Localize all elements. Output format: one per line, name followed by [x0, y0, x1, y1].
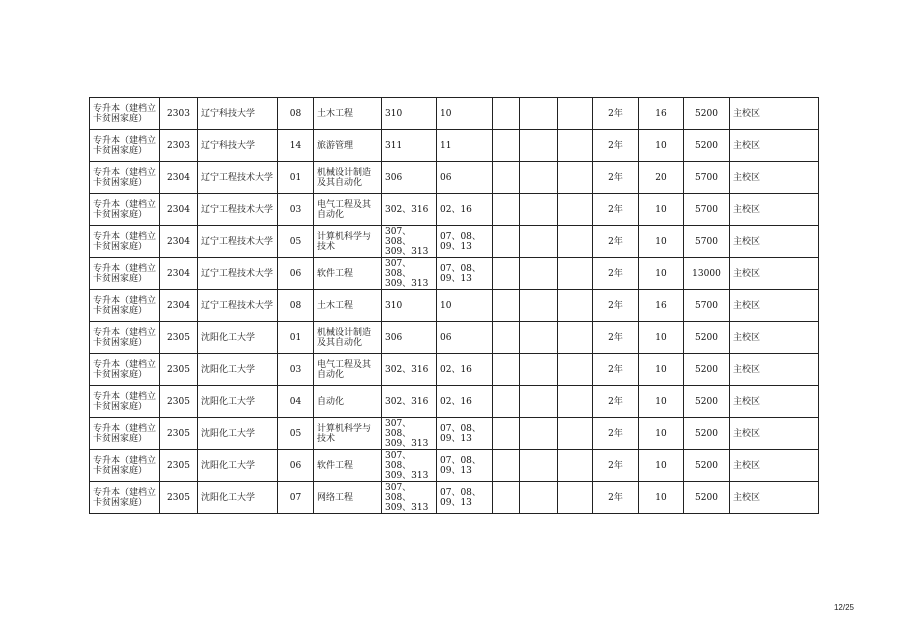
- cell-school-code: 2305: [160, 354, 198, 386]
- cell-spacer: [558, 226, 593, 258]
- cell-duration: 2年: [593, 130, 639, 162]
- cell-campus: 主校区: [730, 162, 819, 194]
- cell-major-code: 08: [278, 98, 314, 130]
- cell-exam-subjects: 310: [382, 98, 437, 130]
- table-row: [90, 322, 819, 354]
- table-row: [90, 98, 819, 130]
- cell-exam-subjects: 302、316: [382, 386, 437, 418]
- cell-major-code: 01: [278, 322, 314, 354]
- cell-subject-codes: 07、08、09、13: [437, 450, 493, 482]
- cell-major-code: 06: [278, 258, 314, 290]
- cell-tuition: 13000: [684, 258, 730, 290]
- cell-major-code: 05: [278, 418, 314, 450]
- admissions-table: [89, 97, 819, 514]
- cell-blank-2: [520, 162, 558, 194]
- cell-major-code: 04: [278, 386, 314, 418]
- cell-duration: 2年: [593, 162, 639, 194]
- cell-type: 专升本（建档立卡贫困家庭）: [90, 418, 160, 450]
- cell-school-code: 2304: [160, 162, 198, 194]
- cell-university: 辽宁工程技术大学: [198, 162, 278, 194]
- cell-type: 专升本（建档立卡贫困家庭）: [90, 482, 160, 514]
- cell-university: 辽宁工程技术大学: [198, 258, 278, 290]
- cell-plan-count: 10: [639, 482, 684, 514]
- cell-campus: 主校区: [730, 322, 819, 354]
- table-row: [90, 226, 819, 258]
- cell-major-code: 03: [278, 194, 314, 226]
- cell-type: 专升本（建档立卡贫困家庭）: [90, 194, 160, 226]
- cell-duration: 2年: [593, 226, 639, 258]
- cell-blank-1: [493, 322, 520, 354]
- cell-university: 辽宁科技大学: [198, 98, 278, 130]
- cell-university: 沈阳化工大学: [198, 450, 278, 482]
- cell-university: 沈阳化工大学: [198, 322, 278, 354]
- cell-campus: 主校区: [730, 290, 819, 322]
- table-row: [90, 194, 819, 226]
- cell-duration: 2年: [593, 194, 639, 226]
- cell-type: 专升本（建档立卡贫困家庭）: [90, 450, 160, 482]
- cell-plan-count: 10: [639, 386, 684, 418]
- cell-major: 电气工程及其自动化: [314, 354, 382, 386]
- cell-campus: 主校区: [730, 226, 819, 258]
- cell-type: 专升本（建档立卡贫困家庭）: [90, 258, 160, 290]
- cell-type: 专升本（建档立卡贫困家庭）: [90, 162, 160, 194]
- cell-blank-1: [493, 226, 520, 258]
- cell-campus: 主校区: [730, 450, 819, 482]
- cell-exam-subjects: 307、308、309、313: [382, 226, 437, 258]
- cell-tuition: 5200: [684, 418, 730, 450]
- cell-campus: 主校区: [730, 354, 819, 386]
- cell-major: 计算机科学与技术: [314, 418, 382, 450]
- cell-campus: 主校区: [730, 482, 819, 514]
- cell-tuition: 5700: [684, 194, 730, 226]
- cell-plan-count: 10: [639, 258, 684, 290]
- cell-university: 沈阳化工大学: [198, 418, 278, 450]
- table-row: [90, 482, 819, 514]
- cell-plan-count: 10: [639, 450, 684, 482]
- cell-plan-count: 10: [639, 194, 684, 226]
- cell-subject-codes: 02、16: [437, 386, 493, 418]
- cell-spacer: [558, 322, 593, 354]
- cell-school-code: 2304: [160, 290, 198, 322]
- cell-duration: 2年: [593, 354, 639, 386]
- cell-major: 土木工程: [314, 290, 382, 322]
- cell-tuition: 5200: [684, 386, 730, 418]
- cell-blank-1: [493, 258, 520, 290]
- cell-major-code: 03: [278, 354, 314, 386]
- cell-university: 辽宁科技大学: [198, 130, 278, 162]
- cell-plan-count: 10: [639, 322, 684, 354]
- cell-spacer: [558, 98, 593, 130]
- cell-type: 专升本（建档立卡贫困家庭）: [90, 322, 160, 354]
- cell-campus: 主校区: [730, 130, 819, 162]
- cell-duration: 2年: [593, 450, 639, 482]
- cell-major: 土木工程: [314, 98, 382, 130]
- cell-major: 电气工程及其自动化: [314, 194, 382, 226]
- cell-major: 网络工程: [314, 482, 382, 514]
- cell-exam-subjects: 307、308、309、313: [382, 450, 437, 482]
- cell-subject-codes: 10: [437, 290, 493, 322]
- cell-major-code: 08: [278, 290, 314, 322]
- cell-tuition: 5200: [684, 322, 730, 354]
- cell-school-code: 2304: [160, 226, 198, 258]
- table-row: [90, 418, 819, 450]
- table-body: [90, 98, 819, 514]
- cell-campus: 主校区: [730, 386, 819, 418]
- cell-blank-1: [493, 98, 520, 130]
- table-row: [90, 354, 819, 386]
- cell-school-code: 2305: [160, 386, 198, 418]
- table-row: [90, 130, 819, 162]
- cell-subject-codes: 07、08、09、13: [437, 482, 493, 514]
- cell-exam-subjects: 307、308、309、313: [382, 418, 437, 450]
- cell-university: 沈阳化工大学: [198, 386, 278, 418]
- cell-blank-1: [493, 162, 520, 194]
- table-row: [90, 386, 819, 418]
- cell-blank-2: [520, 226, 558, 258]
- cell-blank-1: [493, 450, 520, 482]
- cell-school-code: 2304: [160, 258, 198, 290]
- cell-school-code: 2305: [160, 482, 198, 514]
- cell-spacer: [558, 130, 593, 162]
- cell-subject-codes: 06: [437, 162, 493, 194]
- cell-type: 专升本（建档立卡贫困家庭）: [90, 130, 160, 162]
- cell-blank-2: [520, 290, 558, 322]
- cell-school-code: 2303: [160, 98, 198, 130]
- cell-blank-1: [493, 418, 520, 450]
- cell-blank-2: [520, 322, 558, 354]
- cell-exam-subjects: 311: [382, 130, 437, 162]
- cell-major-code: 14: [278, 130, 314, 162]
- cell-duration: 2年: [593, 98, 639, 130]
- cell-campus: 主校区: [730, 194, 819, 226]
- cell-tuition: 5200: [684, 450, 730, 482]
- cell-blank-2: [520, 98, 558, 130]
- table-row: [90, 162, 819, 194]
- cell-duration: 2年: [593, 258, 639, 290]
- cell-plan-count: 16: [639, 98, 684, 130]
- table-row: [90, 290, 819, 322]
- cell-exam-subjects: 302、316: [382, 194, 437, 226]
- cell-subject-codes: 07、08、09、13: [437, 226, 493, 258]
- cell-school-code: 2303: [160, 130, 198, 162]
- cell-blank-2: [520, 354, 558, 386]
- cell-blank-1: [493, 130, 520, 162]
- cell-major-code: 01: [278, 162, 314, 194]
- table-row: [90, 450, 819, 482]
- cell-major-code: 07: [278, 482, 314, 514]
- cell-major: 软件工程: [314, 450, 382, 482]
- cell-subject-codes: 07、08、09、13: [437, 418, 493, 450]
- cell-type: 专升本（建档立卡贫困家庭）: [90, 98, 160, 130]
- cell-spacer: [558, 450, 593, 482]
- cell-major: 计算机科学与技术: [314, 226, 382, 258]
- cell-type: 专升本（建档立卡贫困家庭）: [90, 226, 160, 258]
- cell-campus: 主校区: [730, 98, 819, 130]
- cell-duration: 2年: [593, 386, 639, 418]
- cell-blank-1: [493, 482, 520, 514]
- cell-major-code: 05: [278, 226, 314, 258]
- cell-spacer: [558, 418, 593, 450]
- cell-university: 辽宁工程技术大学: [198, 290, 278, 322]
- cell-spacer: [558, 162, 593, 194]
- cell-tuition: 5200: [684, 482, 730, 514]
- cell-exam-subjects: 310: [382, 290, 437, 322]
- cell-tuition: 5700: [684, 290, 730, 322]
- page-number: 12/25: [833, 603, 854, 612]
- cell-type: 专升本（建档立卡贫困家庭）: [90, 354, 160, 386]
- cell-blank-2: [520, 386, 558, 418]
- cell-blank-2: [520, 418, 558, 450]
- cell-major: 软件工程: [314, 258, 382, 290]
- cell-blank-2: [520, 258, 558, 290]
- cell-university: 辽宁工程技术大学: [198, 226, 278, 258]
- cell-tuition: 5700: [684, 226, 730, 258]
- cell-spacer: [558, 290, 593, 322]
- cell-exam-subjects: 307、308、309、313: [382, 482, 437, 514]
- cell-subject-codes: 07、08、09、13: [437, 258, 493, 290]
- cell-school-code: 2304: [160, 194, 198, 226]
- cell-plan-count: 20: [639, 162, 684, 194]
- cell-spacer: [558, 354, 593, 386]
- cell-major-code: 06: [278, 450, 314, 482]
- cell-blank-1: [493, 290, 520, 322]
- cell-subject-codes: 11: [437, 130, 493, 162]
- cell-tuition: 5200: [684, 130, 730, 162]
- cell-spacer: [558, 482, 593, 514]
- cell-duration: 2年: [593, 322, 639, 354]
- table-row: [90, 258, 819, 290]
- cell-spacer: [558, 194, 593, 226]
- cell-major: 旅游管理: [314, 130, 382, 162]
- cell-blank-2: [520, 482, 558, 514]
- cell-duration: 2年: [593, 482, 639, 514]
- cell-duration: 2年: [593, 290, 639, 322]
- cell-school-code: 2305: [160, 450, 198, 482]
- cell-major: 机械设计制造及其自动化: [314, 162, 382, 194]
- cell-type: 专升本（建档立卡贫困家庭）: [90, 386, 160, 418]
- cell-blank-2: [520, 450, 558, 482]
- cell-exam-subjects: 306: [382, 162, 437, 194]
- cell-blank-1: [493, 386, 520, 418]
- cell-school-code: 2305: [160, 418, 198, 450]
- cell-subject-codes: 10: [437, 98, 493, 130]
- cell-plan-count: 10: [639, 354, 684, 386]
- cell-school-code: 2305: [160, 322, 198, 354]
- cell-duration: 2年: [593, 418, 639, 450]
- cell-subject-codes: 06: [437, 322, 493, 354]
- cell-blank-2: [520, 194, 558, 226]
- cell-type: 专升本（建档立卡贫困家庭）: [90, 290, 160, 322]
- cell-university: 辽宁工程技术大学: [198, 194, 278, 226]
- cell-university: 沈阳化工大学: [198, 354, 278, 386]
- cell-major: 机械设计制造及其自动化: [314, 322, 382, 354]
- cell-campus: 主校区: [730, 258, 819, 290]
- cell-subject-codes: 02、16: [437, 194, 493, 226]
- cell-tuition: 5700: [684, 162, 730, 194]
- cell-blank-2: [520, 130, 558, 162]
- cell-tuition: 5200: [684, 354, 730, 386]
- cell-campus: 主校区: [730, 418, 819, 450]
- cell-exam-subjects: 302、316: [382, 354, 437, 386]
- cell-blank-1: [493, 354, 520, 386]
- cell-subject-codes: 02、16: [437, 354, 493, 386]
- cell-plan-count: 10: [639, 418, 684, 450]
- cell-exam-subjects: 307、308、309、313: [382, 258, 437, 290]
- cell-plan-count: 10: [639, 130, 684, 162]
- cell-university: 沈阳化工大学: [198, 482, 278, 514]
- cell-spacer: [558, 386, 593, 418]
- cell-blank-1: [493, 194, 520, 226]
- cell-tuition: 5200: [684, 98, 730, 130]
- cell-spacer: [558, 258, 593, 290]
- cell-plan-count: 16: [639, 290, 684, 322]
- cell-major: 自动化: [314, 386, 382, 418]
- cell-plan-count: 10: [639, 226, 684, 258]
- cell-exam-subjects: 306: [382, 322, 437, 354]
